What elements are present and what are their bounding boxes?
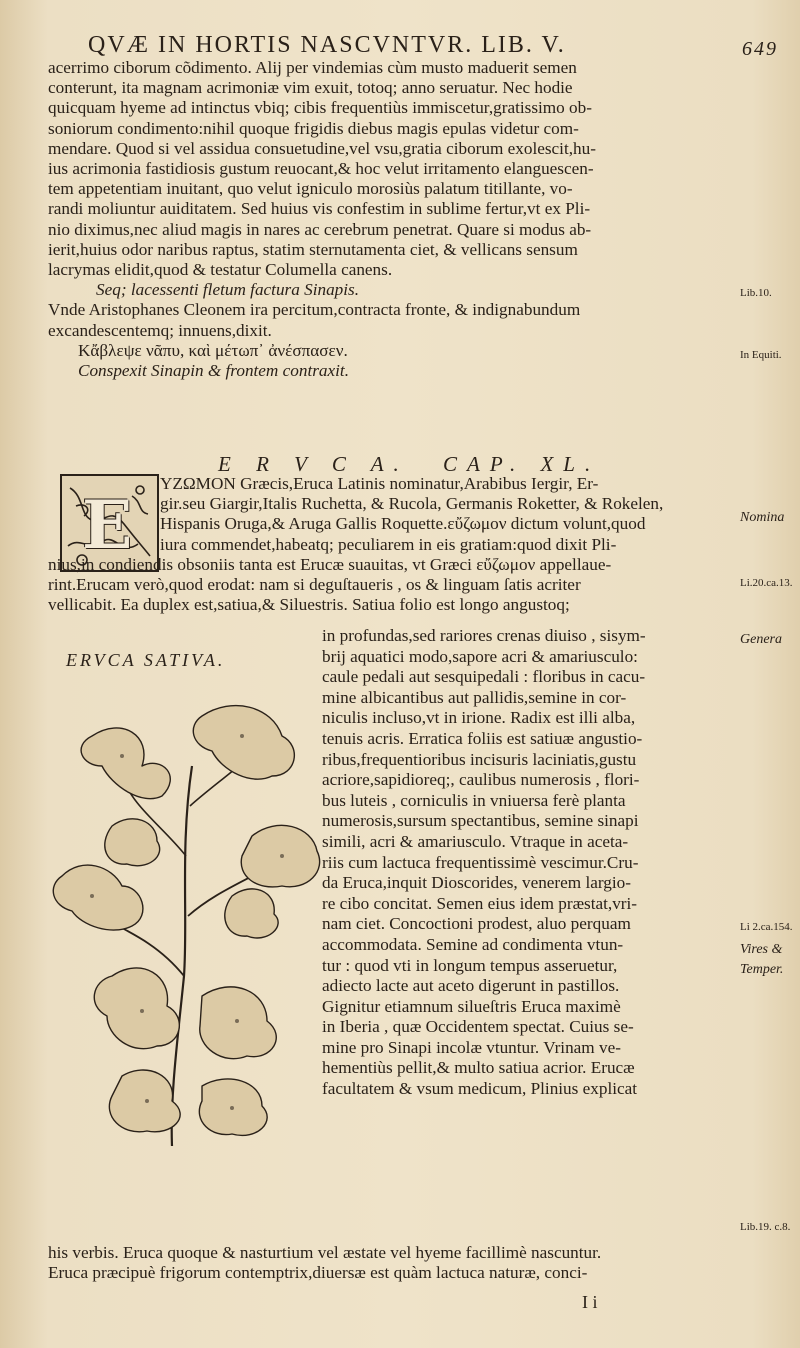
- margin-note: In Equiti.: [740, 349, 782, 361]
- text-line: nam ciet. Concoctioni prodest, aluo perquam: [322, 914, 631, 934]
- margin-note: Vires &: [740, 942, 783, 957]
- text-line: mine albicantibus aut pallidis,semine in cor-: [322, 687, 627, 707]
- text-line: adiecto lacte aut aceto digerunt in pastillos.: [322, 976, 620, 996]
- chapter-opening: [48, 474, 738, 615]
- text-line: soniorum condimento:nihil quoque frigidis diebus magis epulas videtur com-: [48, 118, 579, 138]
- description-column: [322, 626, 722, 1100]
- text-line: niculis incluso,vt in irione. Radix est illi alba,: [322, 708, 636, 728]
- closing-lines: [48, 1243, 738, 1283]
- text-line: accommodata. Semine ad condimenta vtun-: [322, 934, 624, 954]
- text-line: Vnde Aristophanes Cleonem ira percitum,contracta fronte, & indignabundum: [48, 300, 581, 320]
- text-line: nius,in condiendis obsoniis tanta est Erucæ suauitas, vt Græci εὔζωμον appellaue-: [48, 554, 612, 574]
- greek-quote: Κἄβλεψε νᾶπυ, καὶ μέτωπ᾽ ἀνέσπασεν.: [78, 340, 348, 360]
- text-line: iura commendet,habeatq; peculiarem in eis gratiam:quod dixit Pli-: [160, 534, 617, 554]
- text-line: acerrimo ciborum cõdimento. Alij per vindemias cùm musto maduerit semen: [48, 58, 577, 77]
- text-line: mendare. Quod si vel assidua consuetudine,vel vsu,gratia ciborum exolescit,hu-: [48, 138, 596, 158]
- text-line: facultatem & vsum medicum, Plinius explicat: [322, 1079, 638, 1099]
- text-line: tenuis acris. Erratica foliis est satiuæ angustio-: [322, 728, 643, 748]
- text-line: in profundas,sed rariores crenas diuiso , sisym-: [322, 626, 646, 645]
- text-line: randi moliuntur auiditatem. Sed huius vis confestim in sublime fertur,vt ex Pli-: [48, 199, 591, 219]
- eruca-plant-illustration: [52, 676, 327, 1146]
- text-line: quicquam hyeme ad intinctus vbiq; cibis frequentiùs immiscetur,gratissimo ob-: [48, 98, 592, 118]
- text-line: in Iberia , quæ Occidentem spectat. Cuius se-: [322, 1017, 634, 1037]
- text-line: numerosis,sursum spectantibus, semine sinapi: [322, 811, 639, 831]
- greek-translation: Conspexit Sinapin & frontem contraxit.: [78, 361, 349, 381]
- verse-quote: Seq; lacessenti fletum factura Sinapis.: [96, 280, 360, 300]
- text-line: Gignitur etiamnum silueſtris Eruca maximè: [322, 996, 621, 1016]
- margin-note: Nomina: [740, 510, 785, 525]
- margin-note: Li.20.ca.13.: [740, 577, 793, 589]
- initial-letter: E: [82, 486, 133, 564]
- text-line: YZΩMON Græcis,Eruca Latinis nominatur,Arabibus Iergir, Er-: [160, 474, 599, 493]
- text-line: vellicabit. Ea duplex est,satiua,& Siluestris. Satiua folio est longo angustoq;: [48, 595, 570, 615]
- text-line: ius acrimonia fastidiosis gustum reuocant,& hoc velut irritamento elanguescen-: [48, 159, 594, 179]
- text-line: ierit,huius odor naribus raptus, statim sternutamenta ciet, & vellicans sensum: [48, 239, 578, 259]
- chapter-number: CAP. XL.: [443, 452, 601, 476]
- text-line: caule pedali aut sesquipedali : floribus in cacu-: [322, 667, 646, 687]
- text-line: da Eruca,inquit Dioscorides, venerem largio-: [322, 873, 631, 893]
- text-line: lacrymas elidit,quod & testatur Columella canens.: [48, 260, 393, 280]
- opening-paragraph: [48, 58, 728, 381]
- running-title: QVÆ IN HORTIS NASCVNTVR. LIB. V.: [88, 32, 566, 58]
- text-line: re cibo concitat. Semen eius idem præstat,vri-: [322, 893, 638, 913]
- text-line: acriore,sapidioreq;, caulibus numerosis , flori-: [322, 770, 640, 790]
- illustration-caption: ERVCA SATIVA.: [66, 650, 226, 670]
- text-line: rint.Erucam verò,quod erodat: nam si deguſtaueris , os & linguam ſatis acriter: [48, 575, 581, 595]
- text-line: simili, acri & amariusculo. Vtraque in aceta-: [322, 831, 629, 851]
- text-line: hementiùs pellit,& multo satiua acrior. Erucæ: [322, 1058, 635, 1078]
- margin-note: Li 2.ca.154.: [740, 921, 793, 933]
- page-number: 649: [742, 38, 778, 60]
- text-line: excandescentemq; innuens,dixit.: [48, 320, 272, 340]
- margin-note: Genera: [740, 632, 782, 647]
- text-line: bus luteis , corniculis in vniuersa ferè planta: [322, 790, 626, 810]
- text-line: nio diximus,nec aliud magis in nares ac cerebrum penetrat. Quare si modus ab-: [48, 219, 592, 239]
- text-line: tur : quod vti in longum tempus asseruetur,: [322, 955, 618, 975]
- margin-note: Lib.19. c.8.: [740, 1221, 791, 1233]
- chapter-title: E R V C A.: [218, 452, 409, 476]
- text-line: ribus,frequentioribus incisuris laciniatis,gustu: [322, 749, 637, 769]
- margin-note: Lib.10.: [740, 287, 772, 299]
- text-line: conterunt, ita magnam acrimoniæ vim exuit, totoq; anno seruatur. Nec hodie: [48, 78, 573, 98]
- margin-note: Temper.: [740, 962, 784, 977]
- text-line: his verbis. Eruca quoque & nasturtium vel æstate vel hyeme facillimè nascuntur.: [48, 1243, 602, 1262]
- text-line: gir.seu Giargir,Italis Ruchetta, & Rucola, Germanis Roketter, & Rokelen,: [160, 494, 664, 514]
- text-line: Hispanis Oruga,& Aruga Gallis Roquette.εὔζωμον dictum volunt,quod: [160, 514, 646, 534]
- text-line: brij aquatici modo,sapore acri & amariusculo:: [322, 646, 638, 666]
- text-line: Eruca præcipuè frigorum contemptrix,diuersæ est quàm lactuca naturæ, conci-: [48, 1263, 588, 1283]
- text-line: mine pro Sinapi incolæ vtuntur. Vrinam ve-: [322, 1037, 621, 1057]
- text-line: tem appetentiam inuitant, quo velut igniculo morosiùs palatum titillante, vo-: [48, 179, 573, 199]
- text-line: riis cum lactuca frequentissimè vescimur.Cru-: [322, 852, 639, 872]
- signature-mark: I i: [582, 1292, 598, 1312]
